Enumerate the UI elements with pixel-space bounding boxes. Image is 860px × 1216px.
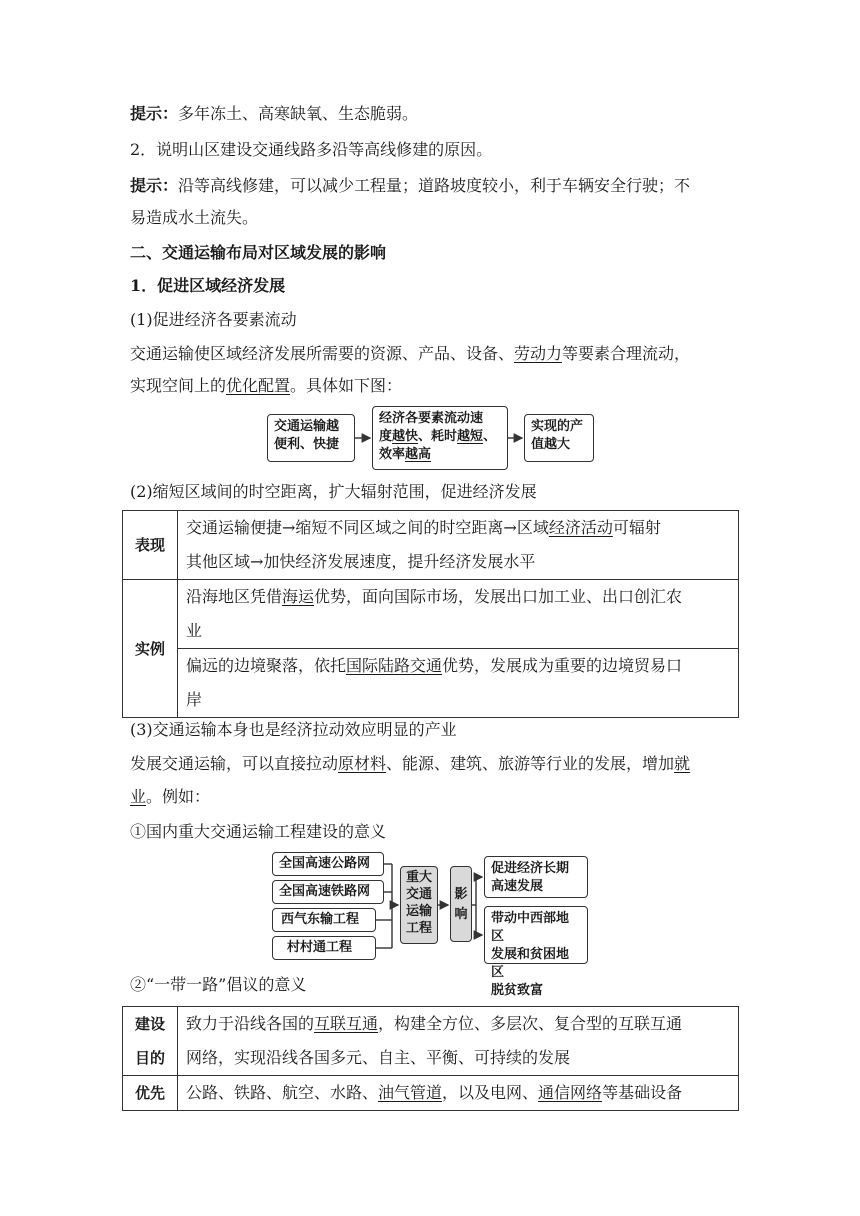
flow1-box-factors bbox=[372, 406, 508, 470]
box-text: 便利、快捷 bbox=[274, 437, 340, 452]
table-row bbox=[123, 580, 739, 649]
hint-label: 提示： bbox=[130, 176, 179, 195]
hint-text: 沿等高线修建，可以减少工程量；道路坡度较小，利于车辆安全行驶；不 bbox=[178, 176, 691, 195]
question-2: 2．说明山区建设交通线路多沿等高线修建的原因。 bbox=[130, 140, 493, 159]
box-text: 实现的产 bbox=[531, 419, 584, 434]
paragraph-title: (2)缩短区域间的时空距离，扩大辐射范围，促进经济发展 bbox=[130, 482, 537, 501]
paragraph-line bbox=[130, 376, 402, 396]
paragraph-title: (3)交通运输本身也是经济拉动效应明显的产业 bbox=[130, 720, 457, 739]
row-header: 建设 目的 bbox=[123, 1007, 178, 1076]
paragraph-line: 发展交通运输，可以直接拉动原材料、能源、建筑、旅游等行业的发展，增加就 bbox=[130, 754, 691, 773]
table-belt-road bbox=[122, 1006, 739, 1111]
table-row bbox=[123, 1076, 739, 1111]
text: 交通运输使区域经济发展所需要的资源、产品、设备、 bbox=[130, 344, 515, 363]
flow2-impact-box: 影 响 bbox=[450, 866, 472, 942]
table-row bbox=[123, 1007, 739, 1076]
flow2-center-box: 重大 交通 运输 工程 bbox=[400, 866, 438, 944]
q1-answer bbox=[130, 104, 418, 124]
hint-label: 提示： bbox=[130, 104, 179, 123]
box-text: 效率越高 bbox=[379, 447, 432, 462]
table-performance bbox=[122, 510, 739, 718]
paragraph-title: (1)促进经济各要素流动 bbox=[130, 310, 297, 329]
table-row bbox=[123, 511, 739, 580]
table-cell: 致力于沿线各国的互联互通，构建全方位、多层次、复合型的互联互通 网络，实现沿线各国多元、自主、平衡、可持续的发展 bbox=[178, 1007, 739, 1076]
box-text: 度越快、耗时越短、 bbox=[379, 429, 497, 444]
flow1-box-output bbox=[524, 414, 594, 462]
text: 等要素合理流动， bbox=[562, 344, 691, 363]
underlined-term: 劳动力 bbox=[514, 344, 563, 363]
text: 实现空间上的 bbox=[130, 376, 227, 395]
flow2-result-box: 促进经济长期 高速发展 bbox=[484, 856, 588, 898]
flow2-left-box: 村村通工程 bbox=[272, 936, 376, 960]
flow2-left-box: 西气东输工程 bbox=[272, 908, 376, 932]
table-row bbox=[123, 649, 739, 718]
box-text: 值越大 bbox=[531, 437, 571, 452]
flow1-box-convenience bbox=[267, 414, 355, 462]
box-text: 交通运输越 bbox=[274, 419, 340, 434]
subsection-title: ①国内重大交通运输工程建设的意义 bbox=[130, 822, 387, 841]
table-cell: 偏远的边境聚落，依托国际陆路交通优势，发展成为重要的边境贸易口 岸 bbox=[178, 649, 739, 718]
text: 。具体如下图： bbox=[290, 376, 403, 395]
subsection-title: ②“一带一路”倡议的意义 bbox=[130, 975, 307, 994]
paragraph-line: 业。例如： bbox=[130, 787, 211, 806]
table-cell: 公路、铁路、航空、水路、油气管道，以及电网、通信网络等基础设备 bbox=[178, 1076, 739, 1111]
flow2-left-box: 全国高速铁路网 bbox=[272, 880, 384, 904]
hint-text: 多年冻土、高寒缺氧、生态脆弱。 bbox=[178, 104, 419, 123]
flow2-result-box: 带动中西部地区 发展和贫困地区 脱贫致富 bbox=[484, 906, 588, 964]
subsection-title: 1．促进区域经济发展 bbox=[130, 276, 286, 295]
row-header: 优先 bbox=[123, 1076, 178, 1111]
row-header: 表现 bbox=[123, 511, 178, 580]
q2-answer-line1 bbox=[130, 176, 690, 196]
q2-answer-line2: 易造成水土流失。 bbox=[130, 208, 259, 227]
flow2-left-box: 全国高速公路网 bbox=[272, 852, 384, 876]
row-header: 实例 bbox=[123, 580, 178, 718]
section-title: 二、交通运输布局对区域发展的影响 bbox=[130, 243, 387, 262]
table-cell: 沿海地区凭借海运优势，面向国际市场，发展出口加工业、出口创汇农 业 bbox=[178, 580, 739, 649]
box-text: 经济各要素流动速 bbox=[379, 411, 484, 426]
underlined-term: 优化配置 bbox=[226, 376, 291, 395]
paragraph-line bbox=[130, 344, 690, 364]
table-cell: 交通运输便捷→缩短不同区域之间的时空距离→区域经济活动可辐射 其他区域→加快经济发展速度，提升经济发展水平 bbox=[178, 511, 739, 580]
